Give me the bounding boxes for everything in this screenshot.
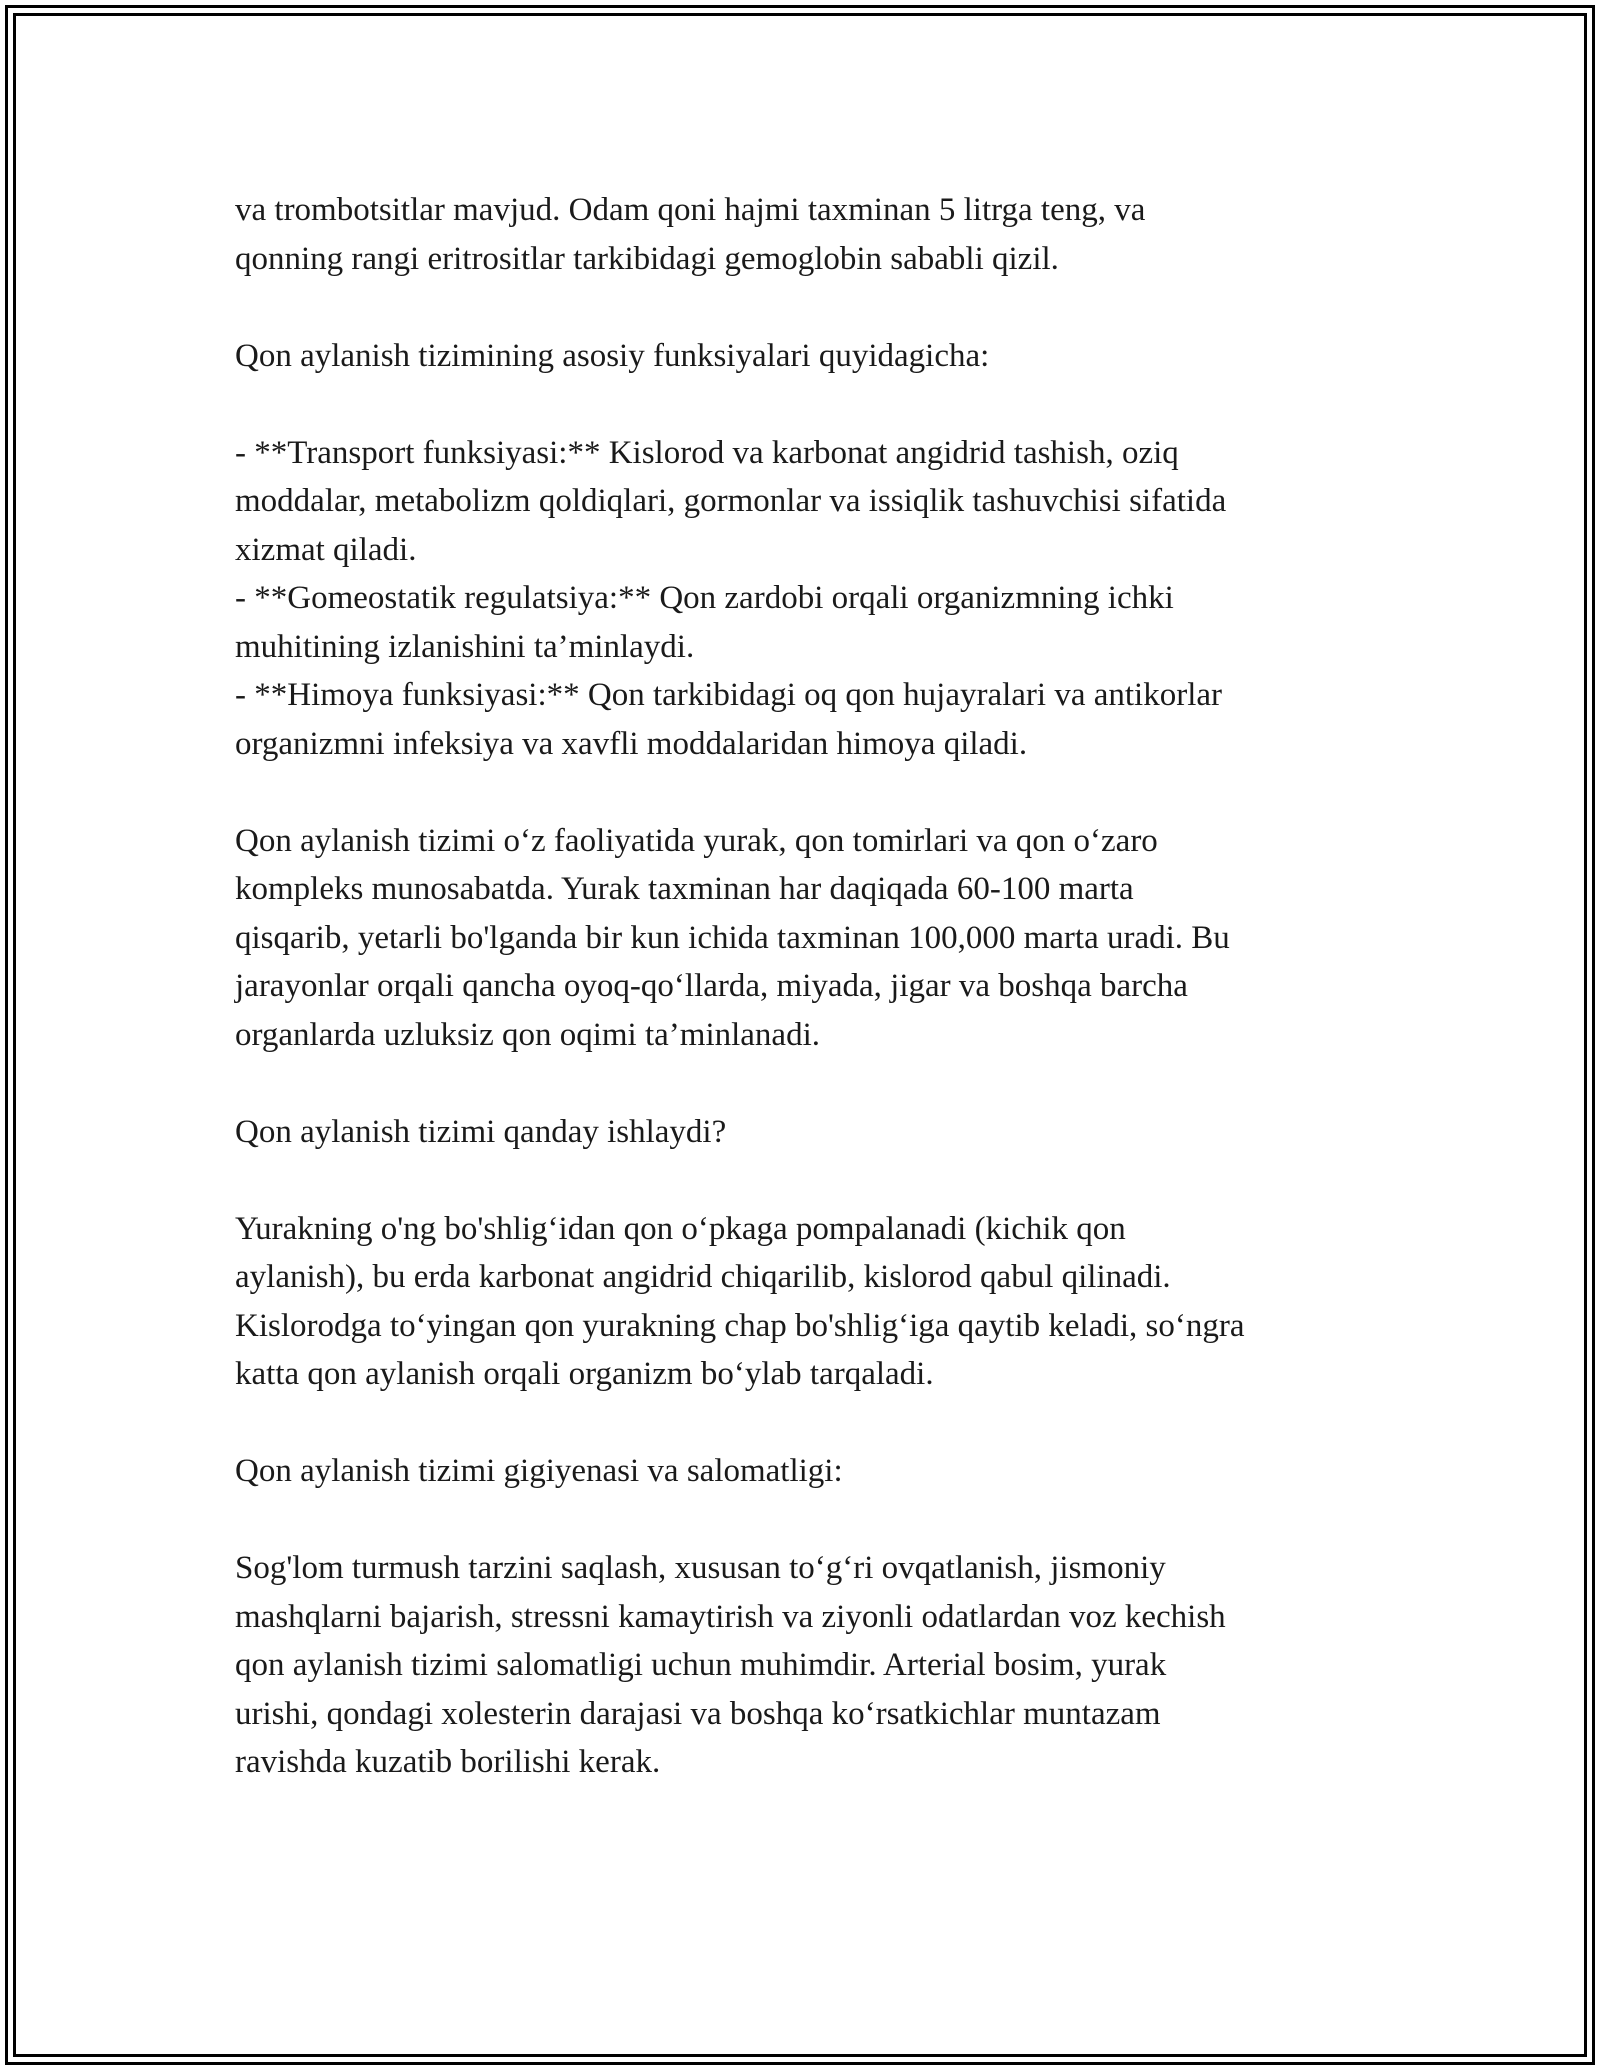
paragraph-hygiene-heading: Qon aylanish tizimi gigiyenasi va salomatligi: bbox=[235, 1453, 843, 1489]
paragraph-heart-activity: Qon aylanish tizimi o‘z faoliyatida yurak, qon tomirlari va qon o‘zaro kompleks munosabatda. Yurak taxminan har daqiqada 60-100 marta qisqarib, yetarli bo'lganda bir kun ichida taxminan 100,000 marta uradi. Bu jarayonlar orqali qancha oyoq-qo‘llarda, miyada, jigar va boshqa barcha organlarda uzluksiz qon oqimi ta’minlanadi. bbox=[235, 822, 1230, 1053]
paragraph-functions-heading: Qon aylanish tizimining asosiy funksiyalari quyidagicha: bbox=[235, 337, 990, 374]
document-body bbox=[235, 186, 1365, 1787]
paragraph-how-it-works-heading: Qon aylanish tizimi qanday ishlaydi? bbox=[235, 1113, 727, 1150]
paragraph-functions-list: - **Transport funksiyasi:** Kislorod va karbonat angidrid tashish, oziq moddalar, metabolizm qoldiqlari, gormonlar va issiqlik tashuvchisi sifatida xizmat qiladi. - **Gomeostatik regulatsiya:** Qon zardobi orqali organizmning ichki muhitining izlanishini ta’minlaydi. - **Himoya funksiyasi:** Qon tarkibidagi oq qon hujayralari va antikorlar organizmni infeksiya va xavfli moddalaridan himoya qiladi. bbox=[235, 434, 1227, 762]
paragraph-blood-composition: va trombotsitlar mavjud. Odam qoni hajmi taxminan 5 litrga teng, va qonning rangi eritrositlar tarkibidagi gemoglobin sababli qizil. bbox=[235, 192, 1146, 277]
paragraph-circulation-loops: Yurakning o'ng bo'shlig‘idan qon o‘pkaga pompalanadi (kichik qon aylanish), bu erda karbonat angidrid chiqarilib, kislorod qabul qilinadi. Kislorodga to‘yingan qon yurakning chap bo'shlig‘iga qaytib keladi, so‘ngra katta qon aylanish orqali organizm bo‘ylab tarqaladi. bbox=[235, 1210, 1245, 1392]
paragraph-healthy-lifestyle: Sog'lom turmush tarzini saqlash, xususan to‘g‘ri ovqatlanish, jismoniy mashqlarni bajarish, stressni kamaytirish va ziyonli odatlardan voz kechish qon aylanish tizimi salomatligi uchun muhimdir. Arterial bosim, yurak urishi, qondagi xolesterin darajasi va boshqa ko‘rsatkichlar muntazam ravishda kuzatib borilishi kerak. bbox=[235, 1550, 1226, 1780]
